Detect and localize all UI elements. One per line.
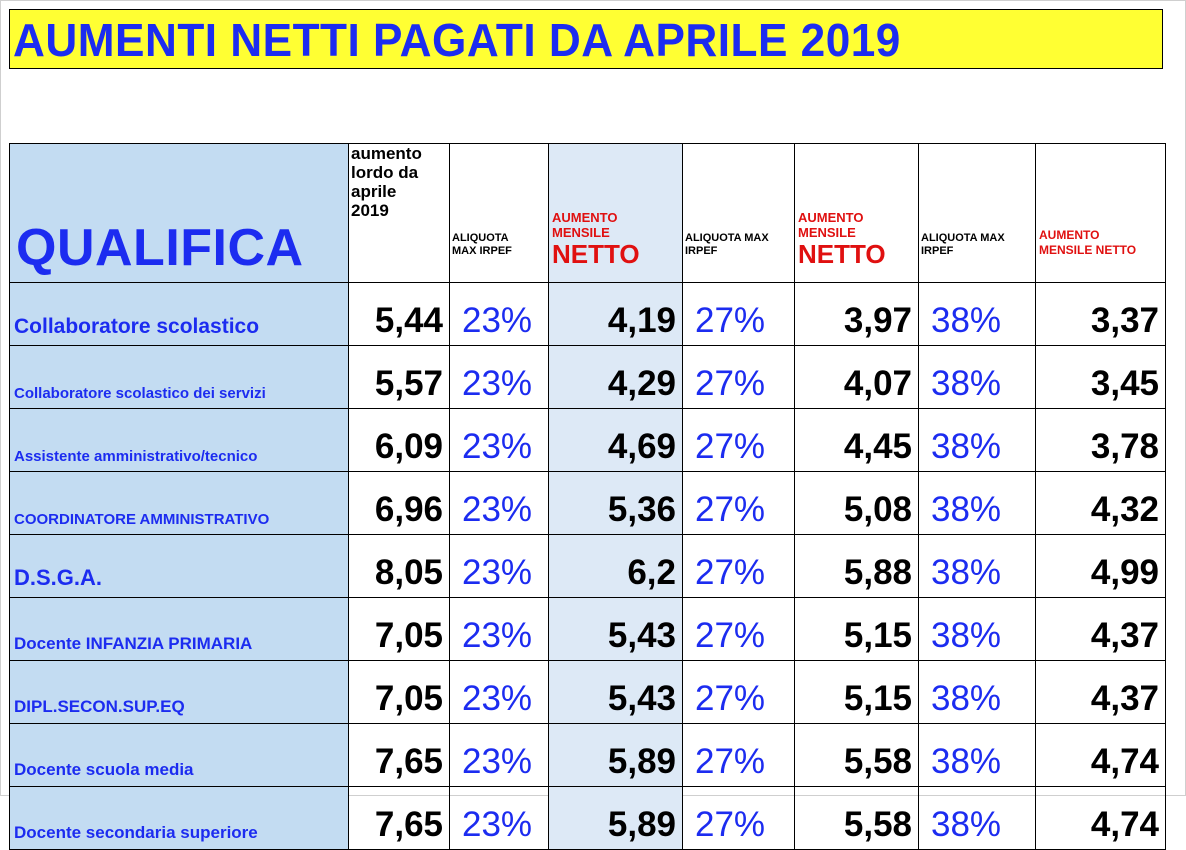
net-increase-cell: 4,69 (549, 409, 683, 472)
net-increase-cell: 4,99 (1036, 535, 1166, 598)
gross-increase-cell: 6,09 (349, 409, 450, 472)
gross-increase-cell: 7,05 (349, 598, 450, 661)
rate-cell: 38% (919, 409, 1036, 472)
table-row (10, 661, 1166, 724)
net-increase-cell: 5,08 (795, 472, 919, 535)
rate-cell: 23% (450, 409, 549, 472)
rate-cell: 38% (919, 283, 1036, 346)
table-row (10, 535, 1166, 598)
qualifica-cell: Collaboratore scolastico (10, 283, 349, 346)
net-increase-cell: 4,45 (795, 409, 919, 472)
rate-cell: 27% (683, 409, 795, 472)
gross-increase-cell: 5,57 (349, 346, 450, 409)
table-row (10, 409, 1166, 472)
net-increase-cell: 5,36 (549, 472, 683, 535)
rate-cell: 23% (450, 472, 549, 535)
rate-cell: 38% (919, 472, 1036, 535)
net-increase-cell: 4,74 (1036, 724, 1166, 787)
net-increase-cell: 3,97 (795, 283, 919, 346)
header-rate-3: ALIQUOTA MAX IRPEF (919, 144, 1036, 283)
rate-cell: 23% (450, 724, 549, 787)
net-increase-cell: 5,88 (795, 535, 919, 598)
net-increase-cell: 4,07 (795, 346, 919, 409)
rate-cell: 27% (683, 283, 795, 346)
qualifica-cell: Collaboratore scolastico dei servizi (10, 346, 349, 409)
rate-cell: 27% (683, 472, 795, 535)
rate-cell: 23% (450, 661, 549, 724)
header-net-2: AUMENTO MENSILE NETTO (795, 144, 919, 283)
rate-cell: 27% (683, 535, 795, 598)
rate-cell: 27% (683, 598, 795, 661)
gross-increase-cell: 7,65 (349, 724, 450, 787)
qualifica-cell: D.S.G.A. (10, 535, 349, 598)
header-rate-1: ALIQUOTA MAX IRPEF (450, 144, 549, 283)
gross-increase-cell: 7,65 (349, 787, 450, 850)
rate-cell: 38% (919, 598, 1036, 661)
net-increase-cell: 4,37 (1036, 661, 1166, 724)
gross-increase-cell: 5,44 (349, 283, 450, 346)
net-increase-cell: 5,58 (795, 724, 919, 787)
rate-cell: 38% (919, 787, 1036, 850)
table-row (10, 724, 1166, 787)
table-row (10, 598, 1166, 661)
qualifica-cell: Docente INFANZIA PRIMARIA (10, 598, 349, 661)
table-row (10, 283, 1166, 346)
title-banner (9, 9, 1163, 69)
rate-cell: 38% (919, 661, 1036, 724)
table-row (10, 472, 1166, 535)
net-increase-cell: 5,15 (795, 598, 919, 661)
header-net-3: AUMENTO MENSILE NETTO (1036, 144, 1166, 283)
net-increase-cell: 6,2 (549, 535, 683, 598)
rate-cell: 38% (919, 724, 1036, 787)
net-increase-cell: 3,45 (1036, 346, 1166, 409)
net-increase-cell: 5,43 (549, 598, 683, 661)
gross-increase-cell: 8,05 (349, 535, 450, 598)
header-qualifica: QUALIFICA (10, 144, 349, 283)
table-header-row (10, 144, 1166, 283)
rate-cell: 23% (450, 283, 549, 346)
rate-cell: 27% (683, 661, 795, 724)
rate-cell: 23% (450, 346, 549, 409)
qualifica-cell: Docente scuola media (10, 724, 349, 787)
net-increase-cell: 3,37 (1036, 283, 1166, 346)
rate-cell: 27% (683, 787, 795, 850)
qualifica-cell: Docente secondaria superiore (10, 787, 349, 850)
header-rate-2: ALIQUOTA MAX IRPEF (683, 144, 795, 283)
rate-cell: 23% (450, 787, 549, 850)
net-increase-cell: 5,43 (549, 661, 683, 724)
net-increase-cell: 4,74 (1036, 787, 1166, 850)
net-increase-cell: 4,37 (1036, 598, 1166, 661)
net-increase-cell: 4,29 (549, 346, 683, 409)
net-increase-cell: 4,32 (1036, 472, 1166, 535)
rate-cell: 23% (450, 598, 549, 661)
qualifica-cell: COORDINATORE AMMINISTRATIVO (10, 472, 349, 535)
qualifica-cell: Assistente amministrativo/tecnico (10, 409, 349, 472)
net-increase-cell: 5,15 (795, 661, 919, 724)
rate-cell: 38% (919, 535, 1036, 598)
page-title: AUMENTI NETTI PAGATI DA APRILE 2019 (13, 14, 901, 66)
net-increase-cell: 5,89 (549, 724, 683, 787)
rate-cell: 27% (683, 724, 795, 787)
net-increase-cell: 5,58 (795, 787, 919, 850)
header-net-1: AUMENTO MENSILE NETTO (549, 144, 683, 283)
qualifica-cell: DIPL.SECON.SUP.EQ (10, 661, 349, 724)
table-body (10, 283, 1166, 850)
salary-table (9, 143, 1166, 850)
gross-increase-cell: 7,05 (349, 661, 450, 724)
gross-increase-cell: 6,96 (349, 472, 450, 535)
net-increase-cell: 5,89 (549, 787, 683, 850)
net-increase-cell: 4,19 (549, 283, 683, 346)
rate-cell: 27% (683, 346, 795, 409)
net-increase-cell: 3,78 (1036, 409, 1166, 472)
header-gross-increase: aumento lordo da aprile 2019 (349, 144, 450, 283)
rate-cell: 38% (919, 346, 1036, 409)
rate-cell: 23% (450, 535, 549, 598)
table-row (10, 346, 1166, 409)
